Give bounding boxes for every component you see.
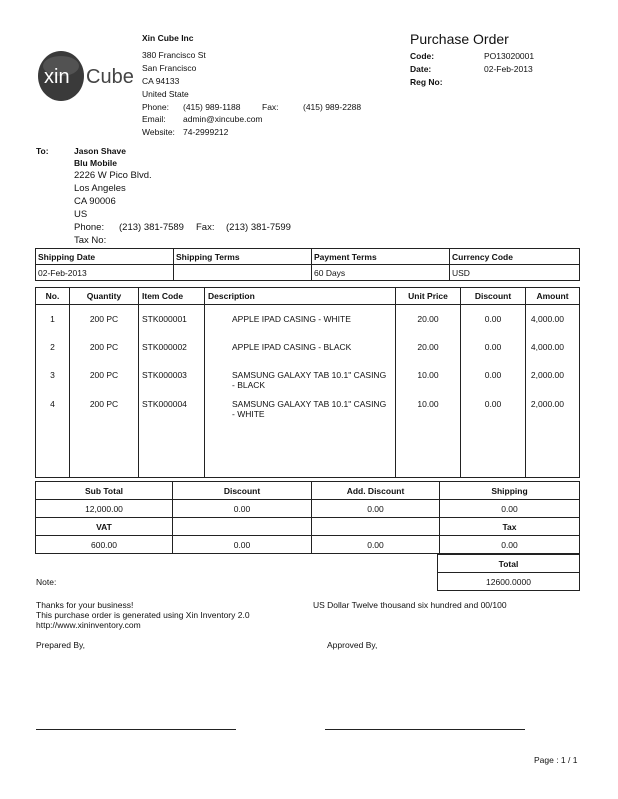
vat-header: VAT	[36, 518, 173, 536]
items-table	[35, 287, 580, 478]
item-discount: 0.00	[461, 361, 526, 390]
col-item-code-header: Item Code	[139, 288, 205, 305]
company-email: admin@xincube.com	[183, 114, 263, 124]
col-unit-price-header: Unit Price	[396, 288, 461, 305]
shipping-value: 0.00	[440, 500, 580, 518]
item-code: STK000001	[139, 305, 205, 333]
prepared-by-label: Prepared By,	[36, 640, 85, 650]
shipping-date-value: 02-Feb-2013	[36, 265, 174, 281]
col-quantity-header: Quantity	[70, 288, 139, 305]
row2-value-3: 0.00	[312, 536, 440, 554]
to-phone: (213) 381-7589	[119, 222, 184, 233]
item-description: APPLE IPAD CASING - WHITE	[205, 305, 396, 333]
to-label: To:	[36, 146, 49, 156]
item-amount: 2,000.00	[526, 390, 580, 478]
company-email-label: Email:	[142, 114, 166, 124]
item-discount: 0.00	[461, 390, 526, 478]
item-amount: 4,000.00	[526, 305, 580, 333]
item-discount: 0.00	[461, 305, 526, 333]
item-amount: 4,000.00	[526, 333, 580, 361]
subtotal-value: 12,000.00	[36, 500, 173, 518]
currency-code-value: USD	[450, 265, 580, 281]
note-label: Note:	[36, 577, 57, 587]
to-name: Jason Shave	[74, 146, 126, 156]
to-address-2: Los Angeles	[74, 183, 126, 194]
add-discount-value: 0.00	[312, 500, 440, 518]
item-code: STK000004	[139, 390, 205, 478]
po-date: 02-Feb-2013	[484, 64, 533, 74]
empty-header-2	[312, 518, 440, 536]
item-amount: 2,000.00	[526, 361, 580, 390]
po-code: PO13020001	[484, 51, 535, 61]
shipping-terms-header: Shipping Terms	[174, 249, 312, 265]
to-phone-label: Phone:	[74, 222, 105, 233]
grand-total-table	[437, 554, 580, 591]
item-quantity: 200 PC	[70, 333, 139, 361]
tax-header: Tax	[440, 518, 580, 536]
logo-xin: xin	[44, 66, 70, 88]
col-no-header: No.	[36, 288, 70, 305]
company-logo	[36, 46, 136, 106]
total-header: Total	[438, 555, 580, 573]
item-unit-price: 20.00	[396, 305, 461, 333]
company-fax-label: Fax:	[262, 102, 279, 112]
shipping-date-header: Shipping Date	[36, 249, 174, 265]
shipping-table	[35, 248, 580, 281]
item-code: STK000003	[139, 361, 205, 390]
po-code-label: Code:	[410, 51, 435, 61]
item-no: 1	[36, 305, 70, 333]
item-no: 3	[36, 361, 70, 390]
to-address-4: US	[74, 209, 88, 220]
company-address-3: CA 94133	[142, 76, 180, 86]
table-row	[36, 333, 580, 361]
page-number: Page : 1 / 1	[534, 755, 578, 765]
logo-cube: Cube	[86, 66, 134, 88]
tax-value: 0.00	[440, 536, 580, 554]
to-address-1: 2226 W Pico Blvd.	[74, 170, 152, 181]
item-no: 4	[36, 390, 70, 478]
generated-text: This purchase order is generated using Xin Inventory 2.0	[36, 610, 250, 620]
company-website: 74-2999212	[183, 127, 229, 137]
item-code: STK000002	[139, 333, 205, 361]
item-quantity: 200 PC	[70, 305, 139, 333]
item-unit-price: 10.00	[396, 361, 461, 390]
approved-by-signature-line	[325, 729, 525, 730]
company-address-4: United State	[142, 89, 189, 99]
company-address-2: San Francisco	[142, 63, 197, 73]
discount-header: Discount	[173, 482, 312, 500]
po-reg-label: Reg No:	[410, 77, 443, 87]
col-description-header: Description	[205, 288, 396, 305]
item-description: SAMSUNG GALAXY TAB 10.1" CASING - WHITE	[205, 390, 396, 478]
total-value: 12600.0000	[438, 573, 580, 591]
item-unit-price: 20.00	[396, 333, 461, 361]
company-phone: (415) 989-1188	[183, 102, 241, 112]
subtotal-header: Sub Total	[36, 482, 173, 500]
to-tax-label: Tax No:	[74, 235, 107, 246]
table-row	[36, 305, 580, 333]
amount-in-words: US Dollar Twelve thousand six hundred and 00/100	[313, 600, 507, 610]
row2-value-2: 0.00	[173, 536, 312, 554]
company-fax: (415) 989-2288	[303, 102, 362, 112]
item-discount: 0.00	[461, 333, 526, 361]
payment-terms-header: Payment Terms	[312, 249, 450, 265]
to-fax-label: Fax:	[196, 222, 215, 233]
discount-value: 0.00	[173, 500, 312, 518]
table-row	[36, 390, 580, 478]
shipping-header: Shipping	[440, 482, 580, 500]
payment-terms-value: 60 Days	[312, 265, 450, 281]
to-fax: (213) 381-7599	[226, 222, 291, 233]
po-title: Purchase Order	[410, 31, 509, 47]
vat-value: 600.00	[36, 536, 173, 554]
company-name: Xin Cube Inc	[142, 33, 194, 43]
to-company: Blu Mobile	[74, 158, 117, 168]
prepared-by-signature-line	[36, 729, 236, 730]
website-url: http://www.xininventory.com	[36, 620, 141, 630]
table-row	[36, 361, 580, 390]
item-no: 2	[36, 333, 70, 361]
item-quantity: 200 PC	[70, 390, 139, 478]
item-quantity: 200 PC	[70, 361, 139, 390]
item-unit-price: 10.00	[396, 390, 461, 478]
company-website-label: Website:	[142, 127, 175, 137]
company-address-1: 380 Francisco St	[142, 50, 206, 60]
thanks-text: Thanks for your business!	[36, 600, 134, 610]
col-amount-header: Amount	[526, 288, 580, 305]
shipping-terms-value	[174, 265, 312, 281]
approved-by-label: Approved By,	[327, 640, 378, 650]
empty-header-1	[173, 518, 312, 536]
add-discount-header: Add. Discount	[312, 482, 440, 500]
col-discount-header: Discount	[461, 288, 526, 305]
currency-code-header: Currency Code	[450, 249, 580, 265]
po-date-label: Date:	[410, 64, 432, 74]
item-description: SAMSUNG GALAXY TAB 10.1" CASING - BLACK	[205, 361, 396, 390]
item-description: APPLE IPAD CASING - BLACK	[205, 333, 396, 361]
to-address-3: CA 90006	[74, 196, 116, 207]
totals-table	[35, 481, 580, 554]
company-phone-label: Phone:	[142, 102, 169, 112]
